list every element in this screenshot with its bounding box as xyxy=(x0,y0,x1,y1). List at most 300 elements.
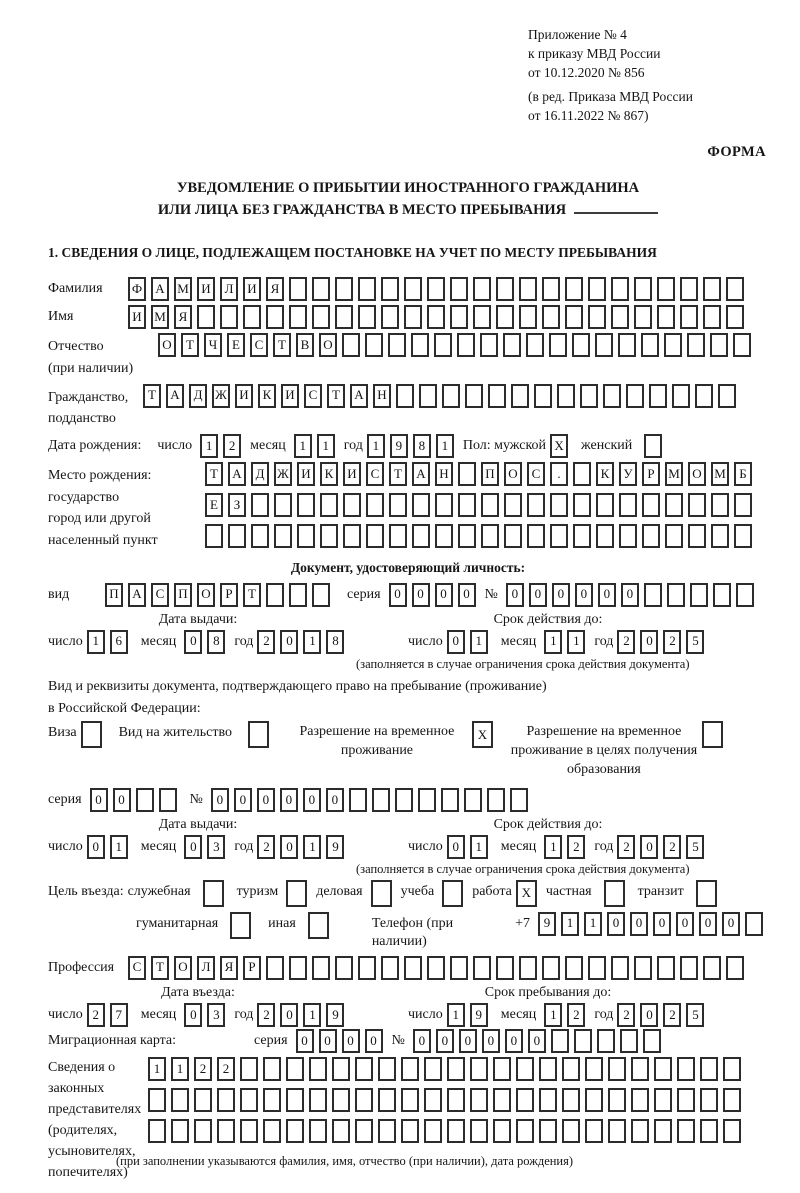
char-cell[interactable]: 1 xyxy=(567,630,585,654)
char-cell[interactable] xyxy=(604,880,625,907)
char-cell[interactable]: 0 xyxy=(303,788,321,812)
char-cell[interactable]: Т xyxy=(205,462,223,486)
char-cell[interactable] xyxy=(342,333,360,357)
char-cell[interactable] xyxy=(309,1088,327,1112)
char-cell[interactable] xyxy=(286,880,307,907)
char-cell[interactable]: X xyxy=(472,721,493,748)
char-cell[interactable] xyxy=(734,493,752,517)
char-cell[interactable] xyxy=(381,277,399,301)
char-cell[interactable]: М xyxy=(665,462,683,486)
char-cell[interactable] xyxy=(657,305,675,329)
char-cell[interactable]: 0 xyxy=(529,583,547,607)
char-cell[interactable] xyxy=(309,1119,327,1143)
char-cell[interactable]: 0 xyxy=(184,835,202,859)
char-cell[interactable]: 1 xyxy=(200,434,218,458)
char-cell[interactable] xyxy=(289,956,307,980)
char-cell[interactable] xyxy=(626,384,644,408)
char-cell[interactable]: М xyxy=(174,277,192,301)
char-cell[interactable] xyxy=(81,721,102,748)
char-cell[interactable] xyxy=(332,1057,350,1081)
char-cell[interactable] xyxy=(240,1119,258,1143)
char-cell[interactable]: 0 xyxy=(257,788,275,812)
char-cell[interactable] xyxy=(687,333,705,357)
char-cell[interactable] xyxy=(320,524,338,548)
char-cell[interactable]: 0 xyxy=(506,583,524,607)
char-cell[interactable]: 0 xyxy=(280,835,298,859)
char-cell[interactable] xyxy=(266,956,284,980)
char-cell[interactable]: X xyxy=(550,434,568,458)
char-cell[interactable] xyxy=(465,384,483,408)
char-cell[interactable]: 0 xyxy=(113,788,131,812)
char-cell[interactable] xyxy=(527,493,545,517)
char-cell[interactable]: Л xyxy=(220,277,238,301)
char-cell[interactable]: Т xyxy=(243,583,261,607)
char-cell[interactable]: О xyxy=(197,583,215,607)
char-cell[interactable]: 9 xyxy=(390,434,408,458)
char-cell[interactable]: 1 xyxy=(584,912,602,936)
char-cell[interactable]: 0 xyxy=(459,1029,477,1053)
char-cell[interactable] xyxy=(404,305,422,329)
char-cell[interactable] xyxy=(395,788,413,812)
char-cell[interactable] xyxy=(677,1119,695,1143)
char-cell[interactable] xyxy=(470,1119,488,1143)
char-cell[interactable]: 2 xyxy=(663,1003,681,1027)
char-cell[interactable]: 0 xyxy=(342,1029,360,1053)
char-cell[interactable] xyxy=(503,333,521,357)
char-cell[interactable] xyxy=(631,1088,649,1112)
char-cell[interactable] xyxy=(473,277,491,301)
char-cell[interactable]: Е xyxy=(227,333,245,357)
char-cell[interactable]: 0 xyxy=(722,912,740,936)
char-cell[interactable] xyxy=(442,384,460,408)
char-cell[interactable] xyxy=(550,524,568,548)
char-cell[interactable]: 1 xyxy=(110,835,128,859)
char-cell[interactable]: П xyxy=(105,583,123,607)
char-cell[interactable] xyxy=(588,277,606,301)
char-cell[interactable] xyxy=(736,583,754,607)
char-cell[interactable] xyxy=(718,384,736,408)
char-cell[interactable]: Т xyxy=(181,333,199,357)
char-cell[interactable]: 0 xyxy=(598,583,616,607)
char-cell[interactable]: 0 xyxy=(528,1029,546,1053)
char-cell[interactable]: О xyxy=(319,333,337,357)
char-cell[interactable] xyxy=(217,1088,235,1112)
char-cell[interactable] xyxy=(366,493,384,517)
char-cell[interactable] xyxy=(572,333,590,357)
char-cell[interactable] xyxy=(378,1119,396,1143)
char-cell[interactable] xyxy=(565,956,583,980)
char-cell[interactable]: 9 xyxy=(326,1003,344,1027)
char-cell[interactable] xyxy=(690,583,708,607)
char-cell[interactable]: 2 xyxy=(567,835,585,859)
char-cell[interactable]: 2 xyxy=(617,1003,635,1027)
char-cell[interactable] xyxy=(667,583,685,607)
char-cell[interactable] xyxy=(643,1029,661,1053)
char-cell[interactable]: 0 xyxy=(630,912,648,936)
char-cell[interactable]: О xyxy=(174,956,192,980)
char-cell[interactable] xyxy=(447,1057,465,1081)
char-cell[interactable]: 0 xyxy=(676,912,694,936)
char-cell[interactable] xyxy=(519,277,537,301)
char-cell[interactable] xyxy=(441,788,459,812)
char-cell[interactable] xyxy=(332,1088,350,1112)
char-cell[interactable] xyxy=(644,434,662,458)
char-cell[interactable] xyxy=(608,1057,626,1081)
char-cell[interactable] xyxy=(618,333,636,357)
char-cell[interactable] xyxy=(631,1057,649,1081)
char-cell[interactable] xyxy=(320,493,338,517)
char-cell[interactable] xyxy=(289,583,307,607)
char-cell[interactable] xyxy=(194,1088,212,1112)
char-cell[interactable]: 2 xyxy=(217,1057,235,1081)
char-cell[interactable] xyxy=(450,956,468,980)
char-cell[interactable] xyxy=(381,305,399,329)
char-cell[interactable] xyxy=(688,493,706,517)
char-cell[interactable] xyxy=(562,1088,580,1112)
char-cell[interactable] xyxy=(458,524,476,548)
char-cell[interactable] xyxy=(695,384,713,408)
char-cell[interactable] xyxy=(711,493,729,517)
char-cell[interactable] xyxy=(702,721,723,748)
char-cell[interactable] xyxy=(573,524,591,548)
char-cell[interactable] xyxy=(574,1029,592,1053)
char-cell[interactable] xyxy=(358,277,376,301)
char-cell[interactable] xyxy=(312,277,330,301)
char-cell[interactable]: 0 xyxy=(436,1029,454,1053)
char-cell[interactable]: Д xyxy=(189,384,207,408)
char-cell[interactable]: Е xyxy=(205,493,223,517)
char-cell[interactable]: 5 xyxy=(686,1003,704,1027)
char-cell[interactable]: Я xyxy=(266,277,284,301)
char-cell[interactable]: 0 xyxy=(184,630,202,654)
char-cell[interactable] xyxy=(519,956,537,980)
char-cell[interactable]: 1 xyxy=(148,1057,166,1081)
char-cell[interactable] xyxy=(588,305,606,329)
char-cell[interactable] xyxy=(680,956,698,980)
char-cell[interactable] xyxy=(480,333,498,357)
char-cell[interactable] xyxy=(309,1057,327,1081)
char-cell[interactable] xyxy=(203,880,224,907)
char-cell[interactable] xyxy=(597,1029,615,1053)
char-cell[interactable]: Ф xyxy=(128,277,146,301)
char-cell[interactable] xyxy=(680,277,698,301)
char-cell[interactable] xyxy=(335,305,353,329)
char-cell[interactable] xyxy=(286,1119,304,1143)
char-cell[interactable]: 0 xyxy=(326,788,344,812)
char-cell[interactable] xyxy=(677,1057,695,1081)
char-cell[interactable] xyxy=(419,384,437,408)
char-cell[interactable]: 1 xyxy=(171,1057,189,1081)
char-cell[interactable] xyxy=(401,1119,419,1143)
char-cell[interactable] xyxy=(649,384,667,408)
char-cell[interactable]: 2 xyxy=(194,1057,212,1081)
char-cell[interactable]: И xyxy=(343,462,361,486)
char-cell[interactable]: 0 xyxy=(413,1029,431,1053)
char-cell[interactable]: Т xyxy=(273,333,291,357)
char-cell[interactable]: 1 xyxy=(317,434,335,458)
char-cell[interactable] xyxy=(710,333,728,357)
char-cell[interactable] xyxy=(312,956,330,980)
char-cell[interactable]: 0 xyxy=(90,788,108,812)
char-cell[interactable] xyxy=(551,1029,569,1053)
char-cell[interactable] xyxy=(450,305,468,329)
char-cell[interactable] xyxy=(641,333,659,357)
char-cell[interactable]: 0 xyxy=(87,835,105,859)
char-cell[interactable] xyxy=(631,1119,649,1143)
char-cell[interactable]: С xyxy=(366,462,384,486)
char-cell[interactable] xyxy=(688,524,706,548)
char-cell[interactable]: 2 xyxy=(663,835,681,859)
char-cell[interactable]: А xyxy=(412,462,430,486)
char-cell[interactable] xyxy=(664,333,682,357)
char-cell[interactable] xyxy=(159,788,177,812)
char-cell[interactable] xyxy=(396,384,414,408)
char-cell[interactable] xyxy=(470,1057,488,1081)
char-cell[interactable] xyxy=(358,305,376,329)
char-cell[interactable]: 1 xyxy=(294,434,312,458)
char-cell[interactable] xyxy=(366,524,384,548)
char-cell[interactable] xyxy=(620,1029,638,1053)
char-cell[interactable] xyxy=(365,333,383,357)
char-cell[interactable]: 0 xyxy=(575,583,593,607)
char-cell[interactable]: П xyxy=(174,583,192,607)
char-cell[interactable] xyxy=(585,1057,603,1081)
char-cell[interactable] xyxy=(711,524,729,548)
char-cell[interactable]: Р xyxy=(220,583,238,607)
char-cell[interactable]: 0 xyxy=(607,912,625,936)
char-cell[interactable] xyxy=(677,1088,695,1112)
char-cell[interactable]: Т xyxy=(151,956,169,980)
char-cell[interactable]: С xyxy=(304,384,322,408)
char-cell[interactable] xyxy=(349,788,367,812)
char-cell[interactable] xyxy=(473,305,491,329)
char-cell[interactable]: Ч xyxy=(204,333,222,357)
char-cell[interactable] xyxy=(447,1088,465,1112)
char-cell[interactable] xyxy=(355,1057,373,1081)
char-cell[interactable]: 0 xyxy=(640,630,658,654)
char-cell[interactable] xyxy=(418,788,436,812)
char-cell[interactable] xyxy=(411,333,429,357)
char-cell[interactable] xyxy=(388,333,406,357)
char-cell[interactable] xyxy=(217,1119,235,1143)
char-cell[interactable] xyxy=(562,1057,580,1081)
char-cell[interactable]: 1 xyxy=(561,912,579,936)
char-cell[interactable]: 0 xyxy=(640,835,658,859)
char-cell[interactable]: 0 xyxy=(482,1029,500,1053)
char-cell[interactable] xyxy=(343,493,361,517)
char-cell[interactable]: 9 xyxy=(470,1003,488,1027)
char-cell[interactable]: И xyxy=(235,384,253,408)
char-cell[interactable]: 1 xyxy=(87,630,105,654)
char-cell[interactable]: 0 xyxy=(319,1029,337,1053)
char-cell[interactable] xyxy=(297,524,315,548)
char-cell[interactable] xyxy=(487,788,505,812)
char-cell[interactable] xyxy=(542,277,560,301)
char-cell[interactable] xyxy=(557,384,575,408)
char-cell[interactable]: Я xyxy=(174,305,192,329)
char-cell[interactable] xyxy=(539,1057,557,1081)
char-cell[interactable]: Т xyxy=(389,462,407,486)
char-cell[interactable] xyxy=(308,912,329,939)
char-cell[interactable] xyxy=(355,1088,373,1112)
char-cell[interactable] xyxy=(457,333,475,357)
char-cell[interactable] xyxy=(263,1119,281,1143)
char-cell[interactable] xyxy=(703,956,721,980)
char-cell[interactable] xyxy=(171,1119,189,1143)
char-cell[interactable] xyxy=(266,583,284,607)
char-cell[interactable] xyxy=(389,524,407,548)
char-cell[interactable] xyxy=(526,333,544,357)
char-cell[interactable]: 8 xyxy=(413,434,431,458)
char-cell[interactable] xyxy=(696,880,717,907)
char-cell[interactable]: 0 xyxy=(505,1029,523,1053)
char-cell[interactable] xyxy=(434,333,452,357)
char-cell[interactable]: 0 xyxy=(211,788,229,812)
char-cell[interactable] xyxy=(723,1057,741,1081)
char-cell[interactable] xyxy=(642,524,660,548)
char-cell[interactable] xyxy=(470,1088,488,1112)
char-cell[interactable] xyxy=(251,524,269,548)
char-cell[interactable] xyxy=(565,305,583,329)
char-cell[interactable] xyxy=(723,1088,741,1112)
char-cell[interactable]: О xyxy=(688,462,706,486)
char-cell[interactable] xyxy=(372,788,390,812)
char-cell[interactable] xyxy=(516,1057,534,1081)
char-cell[interactable]: А xyxy=(151,277,169,301)
char-cell[interactable]: Л xyxy=(197,956,215,980)
char-cell[interactable]: 2 xyxy=(223,434,241,458)
char-cell[interactable]: 2 xyxy=(617,630,635,654)
char-cell[interactable]: Ж xyxy=(274,462,292,486)
char-cell[interactable] xyxy=(680,305,698,329)
char-cell[interactable] xyxy=(464,788,482,812)
char-cell[interactable] xyxy=(335,956,353,980)
char-cell[interactable] xyxy=(700,1119,718,1143)
char-cell[interactable] xyxy=(194,1119,212,1143)
char-cell[interactable]: Б xyxy=(734,462,752,486)
char-cell[interactable] xyxy=(726,305,744,329)
char-cell[interactable] xyxy=(493,1057,511,1081)
char-cell[interactable] xyxy=(274,524,292,548)
char-cell[interactable] xyxy=(634,956,652,980)
char-cell[interactable]: 1 xyxy=(544,630,562,654)
char-cell[interactable]: С xyxy=(128,956,146,980)
char-cell[interactable]: 2 xyxy=(567,1003,585,1027)
char-cell[interactable] xyxy=(550,493,568,517)
char-cell[interactable] xyxy=(481,524,499,548)
char-cell[interactable]: 0 xyxy=(699,912,717,936)
char-cell[interactable] xyxy=(274,493,292,517)
char-cell[interactable] xyxy=(435,524,453,548)
char-cell[interactable]: . xyxy=(550,462,568,486)
char-cell[interactable]: 0 xyxy=(412,583,430,607)
char-cell[interactable]: 8 xyxy=(326,630,344,654)
char-cell[interactable]: 3 xyxy=(207,1003,225,1027)
char-cell[interactable]: 1 xyxy=(303,1003,321,1027)
char-cell[interactable]: 3 xyxy=(207,835,225,859)
char-cell[interactable] xyxy=(611,277,629,301)
char-cell[interactable] xyxy=(496,277,514,301)
char-cell[interactable] xyxy=(404,277,422,301)
char-cell[interactable]: С xyxy=(527,462,545,486)
char-cell[interactable] xyxy=(608,1088,626,1112)
char-cell[interactable]: И xyxy=(281,384,299,408)
char-cell[interactable] xyxy=(511,384,529,408)
char-cell[interactable] xyxy=(603,384,621,408)
char-cell[interactable] xyxy=(611,956,629,980)
char-cell[interactable] xyxy=(228,524,246,548)
char-cell[interactable] xyxy=(723,1119,741,1143)
char-cell[interactable]: И xyxy=(297,462,315,486)
char-cell[interactable]: Н xyxy=(435,462,453,486)
char-cell[interactable] xyxy=(510,788,528,812)
char-cell[interactable] xyxy=(634,305,652,329)
char-cell[interactable]: А xyxy=(350,384,368,408)
char-cell[interactable] xyxy=(424,1088,442,1112)
char-cell[interactable]: 2 xyxy=(617,835,635,859)
char-cell[interactable]: 0 xyxy=(296,1029,314,1053)
char-cell[interactable] xyxy=(665,493,683,517)
char-cell[interactable] xyxy=(240,1057,258,1081)
char-cell[interactable]: 0 xyxy=(435,583,453,607)
char-cell[interactable] xyxy=(562,1119,580,1143)
char-cell[interactable] xyxy=(481,493,499,517)
char-cell[interactable] xyxy=(665,524,683,548)
char-cell[interactable] xyxy=(266,305,284,329)
char-cell[interactable] xyxy=(248,721,269,748)
char-cell[interactable]: О xyxy=(504,462,522,486)
char-cell[interactable] xyxy=(286,1057,304,1081)
char-cell[interactable] xyxy=(435,493,453,517)
char-cell[interactable] xyxy=(197,305,215,329)
char-cell[interactable] xyxy=(596,493,614,517)
char-cell[interactable]: Н xyxy=(373,384,391,408)
char-cell[interactable] xyxy=(458,462,476,486)
char-cell[interactable]: И xyxy=(243,277,261,301)
char-cell[interactable] xyxy=(634,277,652,301)
char-cell[interactable] xyxy=(542,956,560,980)
char-cell[interactable] xyxy=(412,524,430,548)
char-cell[interactable]: 0 xyxy=(653,912,671,936)
char-cell[interactable] xyxy=(619,524,637,548)
char-cell[interactable] xyxy=(595,333,613,357)
char-cell[interactable] xyxy=(745,912,763,936)
char-cell[interactable] xyxy=(263,1088,281,1112)
char-cell[interactable]: 0 xyxy=(184,1003,202,1027)
char-cell[interactable]: 1 xyxy=(544,835,562,859)
char-cell[interactable]: 8 xyxy=(207,630,225,654)
char-cell[interactable] xyxy=(343,524,361,548)
char-cell[interactable] xyxy=(700,1057,718,1081)
char-cell[interactable]: 6 xyxy=(110,630,128,654)
char-cell[interactable] xyxy=(205,524,223,548)
char-cell[interactable] xyxy=(493,1088,511,1112)
char-cell[interactable] xyxy=(573,462,591,486)
char-cell[interactable] xyxy=(516,1088,534,1112)
char-cell[interactable] xyxy=(450,277,468,301)
char-cell[interactable]: 1 xyxy=(303,835,321,859)
char-cell[interactable]: А xyxy=(166,384,184,408)
char-cell[interactable]: 5 xyxy=(686,630,704,654)
char-cell[interactable]: 0 xyxy=(552,583,570,607)
char-cell[interactable] xyxy=(565,277,583,301)
char-cell[interactable] xyxy=(573,493,591,517)
char-cell[interactable] xyxy=(442,880,463,907)
char-cell[interactable] xyxy=(243,305,261,329)
char-cell[interactable]: 0 xyxy=(447,630,465,654)
char-cell[interactable]: И xyxy=(128,305,146,329)
char-cell[interactable] xyxy=(504,493,522,517)
